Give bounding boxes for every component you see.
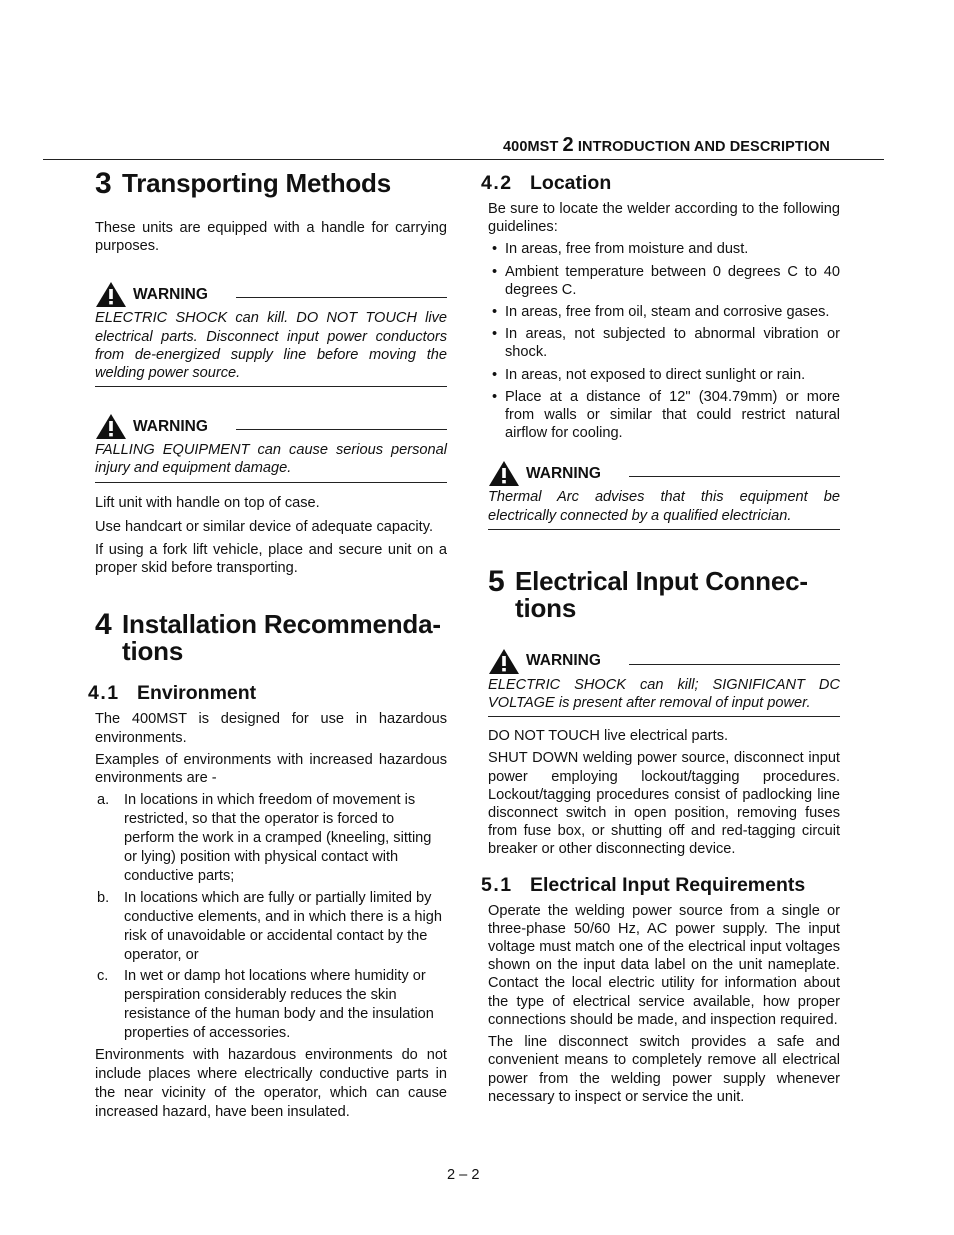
do-not-touch-para: DO NOT TOUCH live electrical parts. — [488, 728, 729, 745]
list-item — [488, 303, 840, 321]
section-title: Installation Recommenda- tions — [122, 609, 441, 667]
handcart-instruction: Use handcart or similar device of adequate capacity. — [95, 518, 433, 535]
warning-label: WARNING — [526, 464, 601, 482]
bullet: • — [492, 304, 498, 321]
page-number: 2 – 2 — [447, 1167, 480, 1183]
warning-header — [488, 648, 840, 675]
subsection-4-2-heading — [481, 172, 840, 194]
running-header — [503, 134, 830, 157]
environment-para-1: The 400MST is designed for use in hazardous environments. — [95, 711, 447, 746]
list-item — [488, 388, 840, 443]
list-item — [488, 263, 840, 299]
right-column — [481, 165, 840, 1106]
list-item — [95, 967, 447, 1043]
input-requirements-para-2: The line disconnect switch provides a safe and convenient means to completely remove all electrical power from the welding power supply whenever necessary to inspect or service the unit. — [488, 1034, 840, 1105]
section-3-heading — [95, 167, 447, 200]
header-chapter-number: 2 — [562, 134, 574, 156]
bullet: • — [492, 326, 498, 343]
warning-header — [95, 281, 447, 308]
list-marker: b. — [97, 889, 110, 906]
subsection-number: 5.1 — [481, 873, 513, 896]
list-item — [95, 791, 447, 886]
warning-box — [95, 413, 447, 482]
warning-text: FALLING EQUIPMENT can cause serious personal injury and equipment damage. — [95, 441, 447, 482]
input-requirements-para-1: Operate the welding power source from a single or three-phase 50/60 Hz, AC power supply. The input voltage must match one of the electrical input voltages shown on the input data label on the unit nameplate. Contact the local electric utility for information about the type of electrical service available, how proper connections should be made, and inspection required. — [488, 902, 840, 1028]
location-guidelines — [488, 240, 840, 442]
warning-rule — [629, 476, 840, 477]
subsection-4-1-heading — [88, 682, 447, 704]
header-rule — [43, 159, 884, 160]
section-number: 4 — [95, 608, 112, 642]
subsection-5-1-heading — [481, 874, 840, 896]
list-text: In locations which are fully or partially limited by conductive elements, and in which there is a high risk of unavoidable or accidental contact by the operator, or — [124, 889, 443, 963]
header-model: 400MST — [503, 139, 559, 155]
warning-label: WARNING — [133, 285, 208, 303]
list-text: In wet or damp hot locations where humidity or perspiration considerably reduces the skin resistance of the human body and the insulation properties of accessories. — [124, 968, 434, 1042]
list-text: Place at a distance of 12" (304.79mm) or more from walls or similar that could restrict natural airflow for cooling. — [505, 388, 840, 442]
environment-para-2: Examples of environments with increased hazardous environments are - — [95, 751, 447, 787]
section-title: Transporting Methods — [122, 168, 392, 198]
warning-text: ELECTRIC SHOCK can kill. DO NOT TOUCH live electrical parts. Disconnect input power conductors from de-energized supply line before moving the welding power source. — [95, 309, 447, 387]
warning-label: WARNING — [526, 652, 601, 670]
subsection-title: Electrical Input Requirements — [530, 873, 806, 896]
bullet: • — [492, 388, 498, 405]
warning-triangle-icon — [95, 281, 127, 308]
list-marker: a. — [97, 792, 110, 809]
warning-text: ELECTRIC SHOCK can kill; SIGNIFICANT DC VOLTAGE is present after removal of input power. — [488, 676, 840, 717]
left-column — [88, 165, 447, 1122]
list-text: In areas, free from moisture and dust. — [505, 241, 749, 258]
warning-text: Thermal Arc advises that this equipment be electrically connected by a qualified electrician. — [488, 488, 840, 529]
subsection-number: 4.1 — [88, 682, 120, 705]
section-5-heading — [488, 564, 840, 623]
list-text: In areas, not exposed to direct sunlight or rain. — [505, 366, 806, 383]
subsection-number: 4.2 — [481, 172, 513, 194]
warning-rule — [236, 297, 447, 298]
list-item — [95, 889, 447, 965]
warning-header — [488, 460, 840, 487]
warning-box — [95, 281, 447, 387]
warning-triangle-icon — [95, 413, 127, 440]
header-chapter-title: INTRODUCTION AND DESCRIPTION — [577, 139, 830, 155]
transport-intro: These units are equipped with a handle for carrying purposes. — [95, 220, 447, 255]
warning-box — [488, 648, 840, 717]
warning-header — [95, 413, 447, 440]
section-number: 5 — [488, 564, 505, 598]
list-item — [488, 366, 840, 384]
environment-para-3: Environments with hazardous environments do not include places where electrically conductive parts in the near vicinity of the operator, which can cause increased hazard, have been insulated. — [95, 1047, 447, 1121]
list-text: In locations in which freedom of movement is restricted, so that the operator is forced to perform the work in a cramped (kneeling, sitting or lying) position with physical contact with conductive parts; — [124, 792, 432, 884]
list-text: In areas, not subjected to abnormal vibration or shock. — [505, 326, 840, 361]
list-text: In areas, free from oil, steam and corrosive gases. — [505, 304, 830, 321]
bullet: • — [492, 263, 498, 280]
bullet: • — [492, 241, 498, 258]
warning-triangle-icon — [488, 460, 520, 487]
warning-label: WARNING — [133, 417, 208, 435]
section-number: 3 — [95, 167, 112, 200]
subsection-title: Location — [530, 172, 612, 194]
list-item — [488, 325, 840, 361]
lift-instruction: Lift unit with handle on top of case. — [95, 494, 320, 511]
list-marker: c. — [97, 968, 109, 985]
list-text: Ambient temperature between 0 degrees C to 40 degrees C. — [505, 263, 840, 298]
warning-box — [488, 460, 840, 529]
warning-triangle-icon — [488, 648, 520, 675]
environment-list — [95, 791, 447, 1043]
section-4-heading — [95, 608, 447, 667]
section-title: Electrical Input Connec- tions — [515, 565, 808, 623]
subsection-title: Environment — [137, 682, 257, 705]
shut-down-para: SHUT DOWN welding power source, disconnect input power employing lockout/tagging procedures. Lockout/tagging procedures consist of padlocking line disconnect switch in open position, removing fuses from fuse box, or shutting off and red-tagging circuit breaker or other disconnecting device. — [488, 750, 840, 858]
forklift-instruction: If using a fork lift vehicle, place and secure unit on a proper skid before transporting. — [95, 542, 447, 577]
bullet: • — [492, 366, 498, 383]
warning-rule — [236, 429, 447, 430]
location-intro: Be sure to locate the welder according to the following guidelines: — [488, 201, 840, 236]
warning-rule — [629, 664, 840, 665]
list-item — [488, 240, 840, 258]
